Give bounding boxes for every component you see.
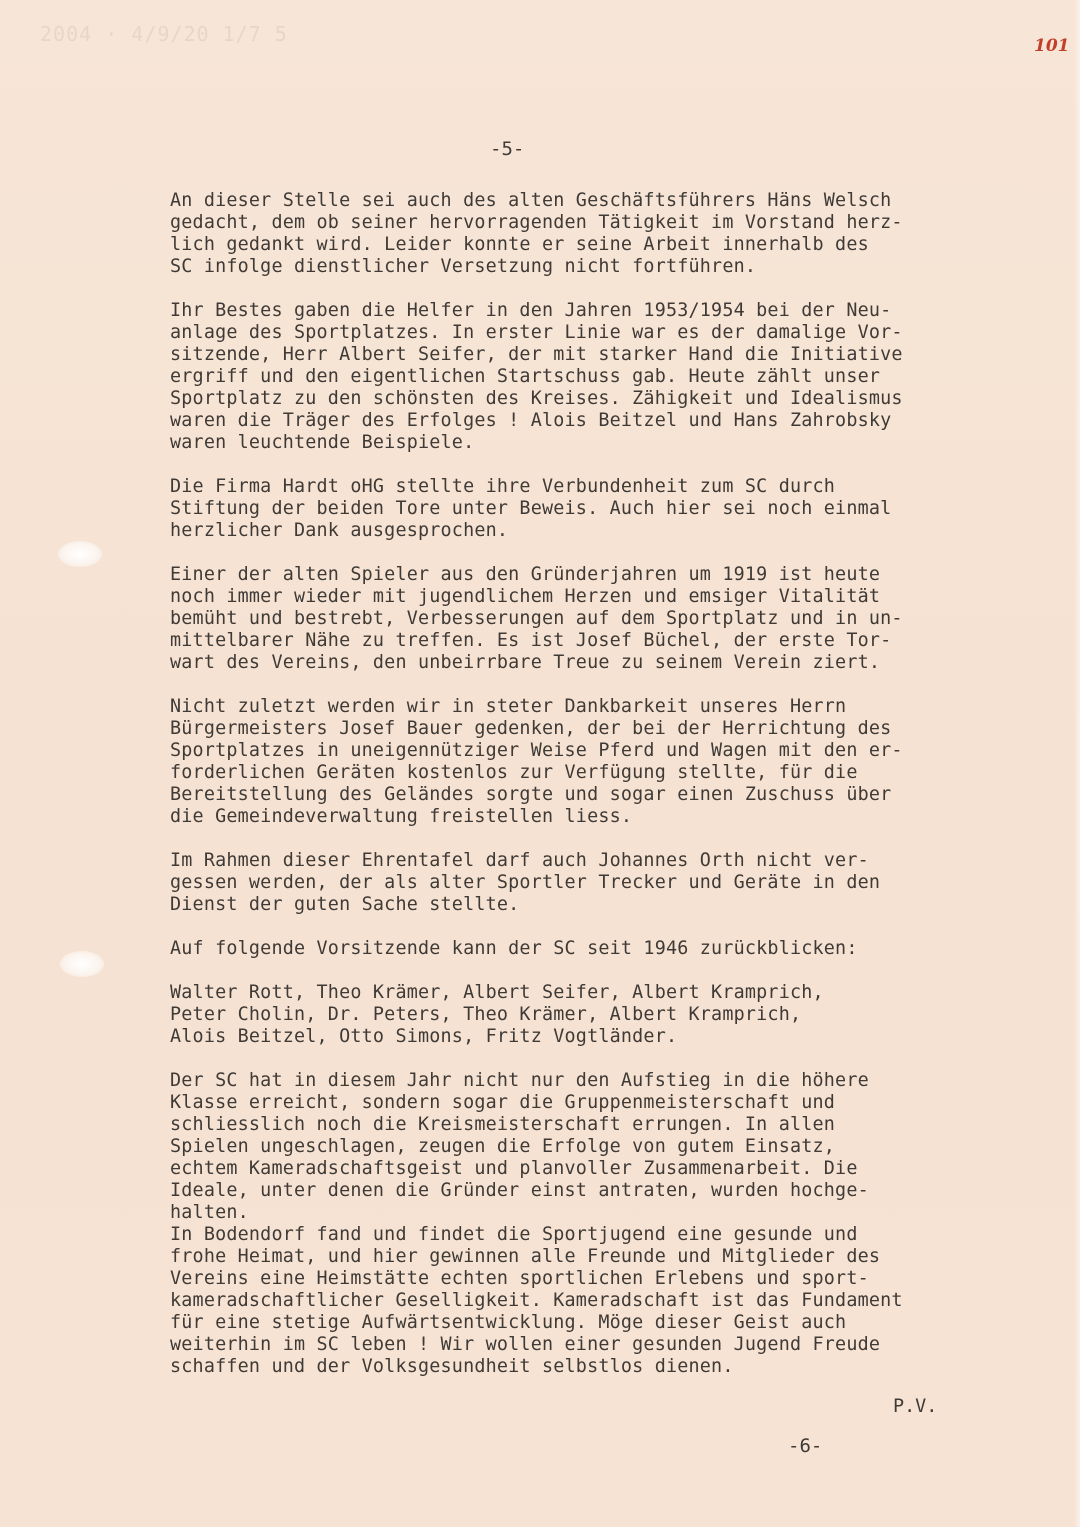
paragraph-welsch: An dieser Stelle sei auch des alten Geschäftsführers Häns Welsch gedacht, dem ob seiner hervorragenden Tätigkeit im Vorstand herz- lich gedankt wird. Leider konnte er seine Arbeit innerhalb des SC infolge dienstlicher Versetzung nicht fortführen.	[170, 190, 903, 277]
signature: P.V.	[893, 1396, 938, 1417]
archive-page-mark: 101	[1034, 36, 1070, 56]
paragraph-sportplatz: Ihr Bestes gaben die Helfer in den Jahren 1953/1954 bei der Neu- anlage des Sportplatzes. In erster Linie war es der damalige Vor- sitzende, Herr Albert Seifer, der mit starker Hand die Initiative ergriff und den eigentlichen Startschuss gab. Heute zählt unser Sportplatz zu den schönsten des Kreises. Zähigkeit und Idealismus waren die Träger des Erfolges ! Alois Beitzel und Hans Zahrobsky waren leuchtende Beispiele.	[170, 300, 903, 453]
paragraph-buergermeister: Nicht zuletzt werden wir in steter Dankbarkeit unseres Herrn Bürgermeisters Josef Bauer gedenken, der bei der Herrichtung des Sportplatzes in uneigennütziger Weise Pferd und Wagen mit den er- forderlichen Geräten kostenlos zur Verfügung stellte, für die Bereitstellung des Geländes sorgte und sogar einen Zuschuss über die Gemeindeverwaltung freistellen liess.	[170, 696, 903, 827]
paragraph-orth: Im Rahmen dieser Ehrentafel darf auch Johannes Orth nicht ver- gessen werden, der als alter Sportler Trecker und Geräte in den Dienst der guten Sache stellte.	[170, 850, 881, 915]
paragraph-aufstieg: Der SC hat in diesem Jahr nicht nur den Aufstieg in die höhere Klasse erreicht, sondern sogar die Gruppenmeisterschaft und schliesslich noch die Kreismeisterschaft errungen. In allen Spielen ungeschlagen, zeugen die Erfolge von gutem Einsatz, echtem Kameradschaftsgeist und planvoller Zusammenarbeit. Die Ideale, unter denen die Gründer einst antraten, wurden hochge- halten.	[170, 1070, 869, 1223]
paragraph-vorsitzende-list: Walter Rott, Theo Krämer, Albert Seifer, Albert Kramprich, Peter Cholin, Dr. Peters, Theo Krämer, Albert Kramprich, Alois Beitzel, Otto Simons, Fritz Vogtländer.	[170, 982, 824, 1047]
paragraph-buechel: Einer der alten Spieler aus den Gründerjahren um 1919 ist heute noch immer wieder mit jugendlichem Herzen und emsiger Vitalität bemüht und bestrebt, Verbesserungen auf dem Sportplatz und in un- mittelbarer Nähe zu treffen. Es ist Josef Büchel, der erste Tor- wart des Vereins, den unbeirrbare Treue zu seinem Verein ziert.	[170, 564, 903, 673]
paragraph-hardt: Die Firma Hardt oHG stellte ihre Verbundenheit zum SC durch Stiftung der beiden Tore unter Beweis. Auch hier sei noch einmal herzlicher Dank ausgesprochen.	[170, 476, 892, 541]
archive-stamp: 2004 · 4/9/20 1/7 5	[40, 22, 288, 46]
page-number-top: -5-	[490, 138, 525, 160]
document-body	[170, 190, 1050, 1378]
paragraph-bodendorf: In Bodendorf fand und findet die Sportjugend eine gesunde und frohe Heimat, und hier gewinnen alle Freunde und Mitglieder des Vereins eine Heimstätte echten sportlichen Erlebens und sport- kameradschaftlicher Geselligkeit. Kameradschaft ist das Fundament für eine stetige Aufwärtsentwicklung. Möge dieser Geist auch weiterhin im SC leben ! Wir wollen einer gesunden Jugend Freude schaffen und der Volksgesundheit selbstlos dienen.	[170, 1224, 903, 1377]
paper-edge	[1074, 0, 1080, 1527]
punch-hole	[60, 951, 104, 977]
punch-hole	[58, 541, 102, 567]
paragraph-vorsitzende-intro: Auf folgende Vorsitzende kann der SC seit 1946 zurückblicken:	[170, 938, 858, 959]
page-number-bottom: -6-	[788, 1435, 823, 1457]
